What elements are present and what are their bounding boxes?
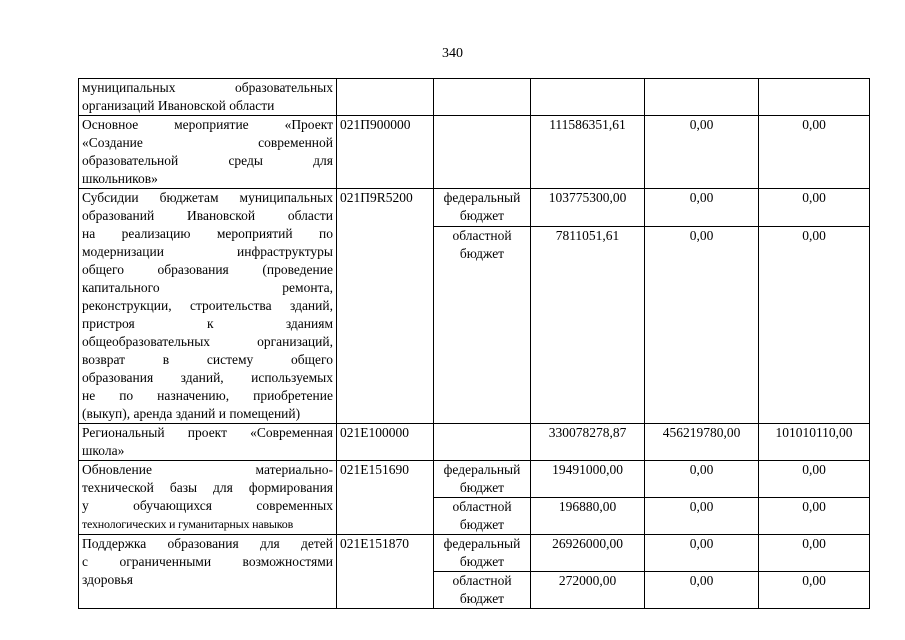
amount-year-1: 330078278,87 — [531, 424, 645, 461]
amount-year-3 — [759, 79, 870, 116]
funding-source: федеральный бюджет — [434, 189, 531, 227]
table-row — [79, 535, 870, 572]
table-row — [79, 461, 870, 498]
table-row — [79, 424, 870, 461]
amount-year-3: 0,00 — [759, 461, 870, 498]
target-code: 021E151690 — [337, 461, 434, 535]
table-row — [79, 116, 870, 189]
funding-source — [434, 79, 531, 116]
amount-year-2: 0,00 — [645, 572, 759, 609]
amount-year-2: 0,00 — [645, 461, 759, 498]
amount-year-1: 111586351,61 — [531, 116, 645, 189]
table-row — [79, 189, 870, 227]
amount-year-3: 0,00 — [759, 572, 870, 609]
target-code: 021E100000 — [337, 424, 434, 461]
row-description: Поддержка образования для детей с ограниченными возможностями здоровья — [79, 535, 337, 609]
amount-year-2: 456219780,00 — [645, 424, 759, 461]
amount-year-3: 0,00 — [759, 189, 870, 227]
amount-year-3: 101010110,00 — [759, 424, 870, 461]
target-code — [337, 79, 434, 116]
amount-year-1: 7811051,61 — [531, 227, 645, 424]
funding-source: областной бюджет — [434, 572, 531, 609]
row-description: муниципальных образовательных организаций Ивановской области — [79, 79, 337, 116]
funding-source: федеральный бюджет — [434, 535, 531, 572]
target-code: 021П900000 — [337, 116, 434, 189]
row-description: Основное мероприятие «Проект «Создание современной образовательной среды для школьников» — [79, 116, 337, 189]
row-description: Региональный проект «Современная школа» — [79, 424, 337, 461]
amount-year-3: 0,00 — [759, 535, 870, 572]
row-description: Субсидии бюджетам муниципальных образований Ивановской области на реализацию мероприятий по модернизации инфраструктуры общего образования (проведение капитального ремонта, реконструкции, строительства зданий, пристроя к зданиям общеобразовательных организаций, возврат в систему общего образования зданий, используемых не по назначению, приобретение (выкуп), аренда зданий и помещений) — [79, 189, 337, 424]
amount-year-2 — [645, 79, 759, 116]
budget-table — [78, 78, 870, 609]
funding-source: областной бюджет — [434, 498, 531, 535]
amount-year-1: 272000,00 — [531, 572, 645, 609]
amount-year-1: 19491000,00 — [531, 461, 645, 498]
amount-year-2: 0,00 — [645, 227, 759, 424]
amount-year-3: 0,00 — [759, 498, 870, 535]
amount-year-2: 0,00 — [645, 535, 759, 572]
amount-year-3: 0,00 — [759, 116, 870, 189]
table-row — [79, 79, 870, 116]
target-code: 021П9R5200 — [337, 189, 434, 424]
amount-year-1: 26926000,00 — [531, 535, 645, 572]
amount-year-1 — [531, 79, 645, 116]
amount-year-1: 196880,00 — [531, 498, 645, 535]
amount-year-2: 0,00 — [645, 498, 759, 535]
page-number: 340 — [442, 46, 463, 61]
funding-source — [434, 116, 531, 189]
amount-year-2: 0,00 — [645, 189, 759, 227]
funding-source — [434, 424, 531, 461]
target-code: 021E151870 — [337, 535, 434, 609]
amount-year-1: 103775300,00 — [531, 189, 645, 227]
funding-source: федеральный бюджет — [434, 461, 531, 498]
funding-source: областной бюджет — [434, 227, 531, 424]
amount-year-3: 0,00 — [759, 227, 870, 424]
row-description: Обновление материально- технической базы для формирования у обучающихся современных технологических и гуманитарных навыков — [79, 461, 337, 535]
amount-year-2: 0,00 — [645, 116, 759, 189]
